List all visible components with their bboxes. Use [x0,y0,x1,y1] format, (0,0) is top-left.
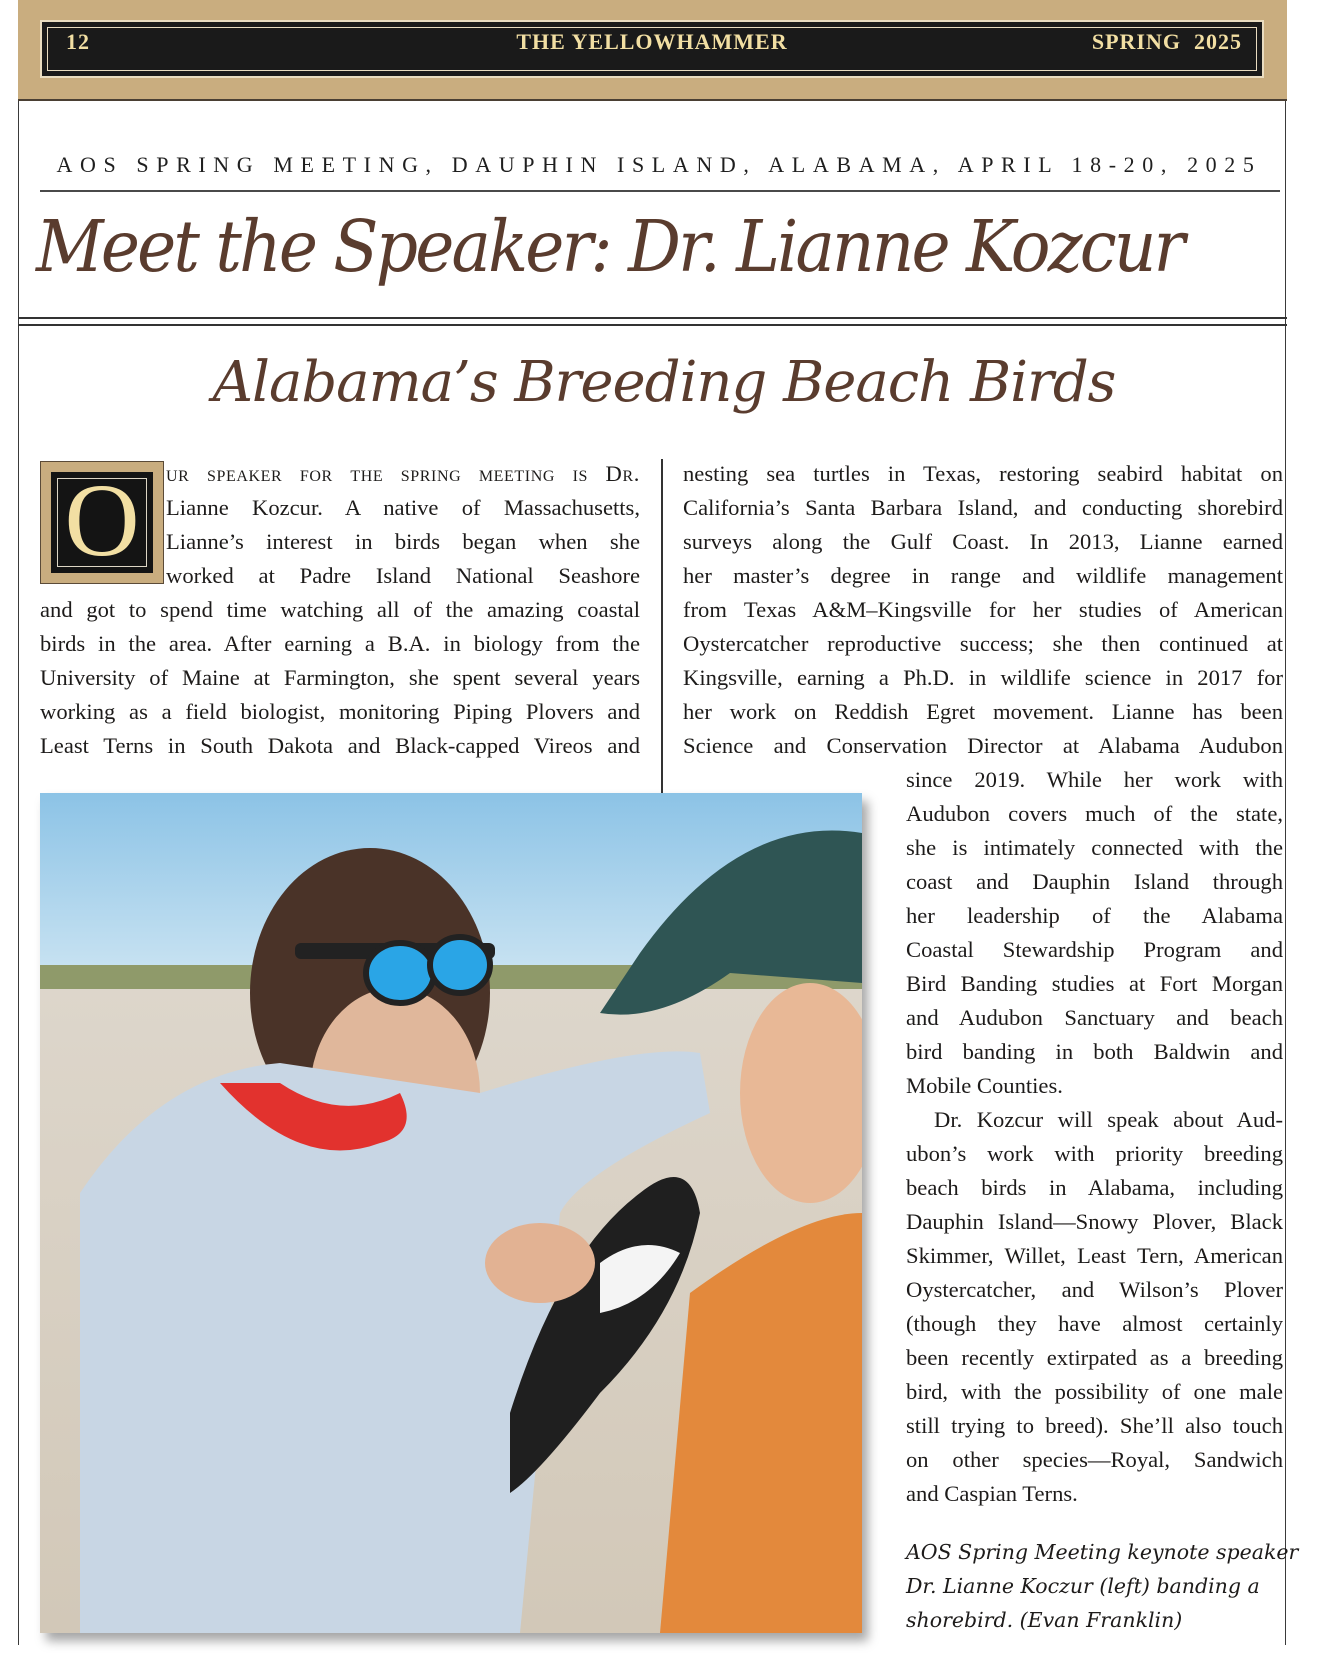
article-column-left [40,457,640,763]
text-line: her master’s degree in range and wildlife management [683,563,1283,588]
text-line: Lianne Kozcur. A native of Massachusetts, [166,495,640,520]
caption-line: AOS Spring Meeting keynote speaker [906,1540,1299,1564]
article-subhead: Alabama’s Breeding Beach Birds [212,350,1116,415]
text-line: working as a field biologist, monitoring Piping Plovers and [40,699,640,724]
text-line: still trying to breed). She’ll also touch [906,1413,1283,1438]
text-line: Skimmer, Willet, Least Tern, American [906,1243,1283,1268]
text-line: Science and Conservation Director at Alabama Audubon [683,733,1283,758]
meeting-rule [40,190,1280,192]
text-line: Least Terns in South Dakota and Black-capped Vireos and [40,733,640,758]
drop-cap-letter: O [64,463,140,578]
text-line: ur speaker for the spring meeting is Dr. [166,461,640,486]
text-line: Oystercatcher reproductive success; she then continued at [683,631,1283,656]
title-rule-bottom [18,324,1287,326]
text-line: Audubon covers much of the state, [906,801,1283,826]
text-line: ubon’s work with priority breeding [906,1141,1283,1166]
article-column-right [683,457,1283,763]
text-line: her leadership of the Alabama [906,903,1283,928]
text-line: Lianne’s interest in birds began when she [166,529,640,554]
publication-title: THE YELLOWHAMMER [516,29,788,54]
text-line: from Texas A&M–Kingsville for her studies of American [683,597,1283,622]
text-line: her work on Reddish Egret movement. Lianne has been [683,699,1283,724]
text-line: Mobile Counties. [906,1073,1063,1098]
text-line: and got to spend time watching all of the amazing coastal [40,597,640,622]
masthead-bar [40,20,1264,78]
hands [485,1223,595,1303]
text-line: Bird Banding studies at Fort Morgan [906,971,1283,996]
issue-label: SPRING 2025 [1091,29,1242,54]
meeting-line: AOS SPRING MEETING, DAUPHIN ISLAND, ALABAMA, APRIL 18-20, 2025 [56,152,1262,177]
text-line: nesting sea turtles in Texas, restoring seabird habitat on [683,461,1283,486]
photo-caption [906,1535,1299,1637]
masthead [18,0,1287,101]
text-line: she is intimately connected with the [906,835,1283,860]
text-line: University of Maine at Farmington, she spent several years [40,665,640,690]
text-line: Oystercatcher, and Wilson’s Plover [906,1277,1283,1302]
caption-line: shorebird. (Evan Franklin) [906,1608,1183,1632]
text-line: Kingsville, earning a Ph.D. in wildlife science in 2017 for [683,665,1283,690]
caption-line: Dr. Lianne Koczur (left) banding a [906,1574,1260,1598]
column-divider [661,459,663,794]
article-column-wrap [906,763,1283,1511]
text-line: Coastal Stewardship Program and [906,937,1283,962]
sunglasses-lens-left [366,943,434,1003]
text-line: California’s Santa Barbara Island, and conducting shorebird [683,495,1283,520]
article-photo [40,793,862,1633]
text-line: bird, with the possibility of one male [906,1379,1283,1404]
text-line: and Caspian Terns. [906,1481,1078,1506]
sunglasses-lens-right [430,937,490,993]
text-line: bird banding in both Baldwin and [906,1039,1283,1064]
text-line: worked at Padre Island National Seashore [166,563,640,588]
text-line: birds in the area. After earning a B.A. in biology from the [40,631,640,656]
page-title: Meet the Speaker: Dr. Lianne Kozcur [36,205,1183,288]
text-line: coast and Dauphin Island through [906,869,1283,894]
text-line: surveys along the Gulf Coast. In 2013, Lianne earned [683,529,1283,554]
text-line: (though they have almost certainly [906,1311,1283,1336]
title-rule-top [18,317,1287,319]
text-line: and Audubon Sanctuary and beach [906,1005,1283,1030]
text-line: beach birds in Alabama, including [906,1175,1283,1200]
text-line: since 2019. While her work with [906,767,1283,792]
text-line: been recently extirpated as a breeding [906,1345,1283,1370]
text-line: Dauphin Island—Snowy Plover, Black [906,1209,1283,1234]
text-line: Dr. Kozcur will speak about Aud- [934,1107,1283,1132]
page-number: 12 [66,29,90,54]
text-line: on other species—Royal, Sandwich [906,1447,1283,1472]
